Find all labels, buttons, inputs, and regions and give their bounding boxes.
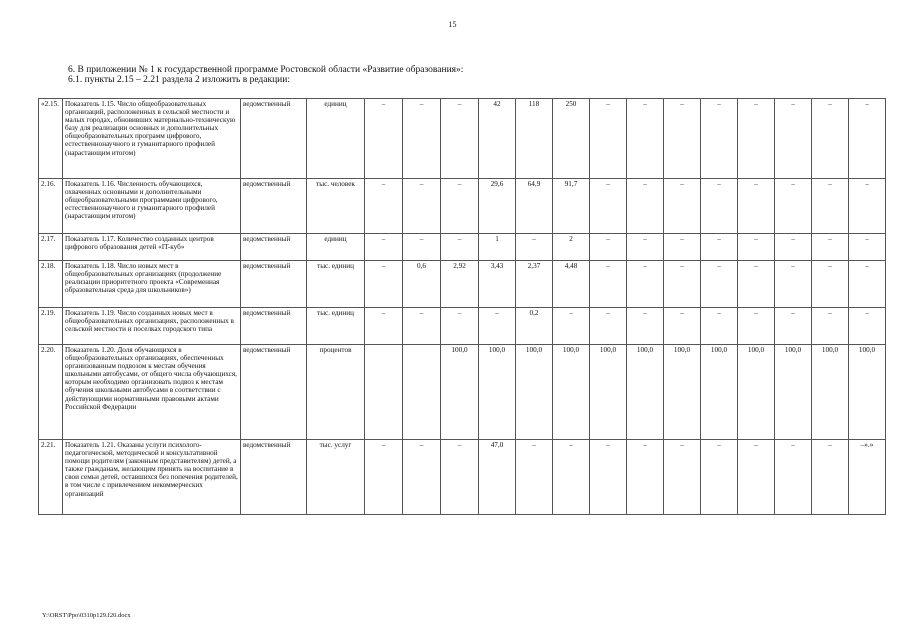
value-cell: 0,6 [403,261,441,308]
value-cell: – [775,99,812,179]
value-cell: – [627,179,664,234]
value-cell: 1 [479,234,516,261]
value-cell: – [590,440,627,515]
value-cell: 4,48 [553,261,590,308]
value-cell: – [664,179,701,234]
value-cell: – [365,308,403,345]
value-cell: – [664,261,701,308]
value-cell: 100,0 [701,345,738,440]
indicator-type: ведомственный [241,440,307,515]
value-cell: – [627,234,664,261]
indicator-name: Показатель 1.19. Число созданных новых мест в общеобразовательных организациях, расположенных в сельской местности и поселках городского типа [63,308,241,345]
value-cell: – [812,261,849,308]
value-cell: – [590,99,627,179]
value-cell: – [441,234,479,261]
value-cell: 47,0 [479,440,516,515]
indicator-name: Показатель 1.21. Оказаны услуги психолого-педагогической, методической и консультативной помощи родителям (законным представителям) детей, а также гражданам, желающим принять на воспитание в свои семьи детей, оставшихся без попечения родителей, в том числе с привлечением некоммерческих организаций [63,440,241,515]
value-cell: 42 [479,99,516,179]
value-cell: – [738,234,775,261]
indicator-name: Показатель 1.15. Число общеобразовательных организаций, расположенных в сельской местности и малых городах, обновивших материально-техническую базу для реализации основных и дополнительных общеобразовательных программ цифрового, естественнонаучного и гуманитарного профилей (нарастающим итогом) [63,99,241,179]
value-cell: – [403,440,441,515]
value-cell: – [775,179,812,234]
value-cell: – [403,234,441,261]
value-cell: – [701,308,738,345]
value-cell: 64,9 [516,179,553,234]
value-cell: – [849,179,886,234]
value-cell: – [441,179,479,234]
value-cell [403,345,441,440]
value-cell: – [664,234,701,261]
table-row [39,345,886,440]
value-cell: – [775,308,812,345]
value-cell: – [738,261,775,308]
unit-of-measure: процентов [307,345,365,440]
value-cell: 100,0 [738,345,775,440]
value-cell: – [479,308,516,345]
indicator-name: Показатель 1.17. Количество созданных центров цифрового образования детей «IT-куб» [63,234,241,261]
value-cell: – [849,261,886,308]
value-cell: – [812,308,849,345]
value-cell: 100,0 [479,345,516,440]
value-cell: 100,0 [849,345,886,440]
value-cell: – [365,261,403,308]
value-cell: – [553,308,590,345]
value-cell: – [701,261,738,308]
value-cell: 100,0 [553,345,590,440]
indicator-name: Показатель 1.16. Численность обучающихся, охваченных основными и дополнительными общеобразовательными программами цифрового, естественнонаучного и гуманитарного профилей (нарастающим итогом) [63,179,241,234]
value-cell: – [849,99,886,179]
value-cell: – [701,234,738,261]
value-cell: – [664,308,701,345]
value-cell: 91,7 [553,179,590,234]
value-cell: –».» [849,440,886,515]
value-cell: – [738,99,775,179]
table-row [39,308,886,345]
value-cell: – [812,234,849,261]
value-cell: – [365,179,403,234]
table-row [39,261,886,308]
table-row [39,234,886,261]
unit-of-measure: единиц [307,99,365,179]
unit-of-measure: тыс. человек [307,179,365,234]
value-cell: – [441,440,479,515]
value-cell: – [403,179,441,234]
value-cell: 100,0 [441,345,479,440]
indicator-type: ведомственный [241,261,307,308]
table-row [39,440,886,515]
value-cell: – [849,308,886,345]
value-cell: 2,92 [441,261,479,308]
table-row [39,99,886,179]
value-cell: – [627,261,664,308]
row-number: 2.20. [39,345,63,440]
value-cell: 100,0 [775,345,812,440]
row-number: 2.18. [39,261,63,308]
value-cell: 250 [553,99,590,179]
value-cell: – [590,308,627,345]
value-cell: – [365,440,403,515]
value-cell: – [812,99,849,179]
value-cell: – [701,179,738,234]
value-cell: – [775,234,812,261]
unit-of-measure: тыс. единиц [307,308,365,345]
value-cell: – [627,308,664,345]
indicator-name: Показатель 1.18. Число новых мест в общеобразовательных организациях (продолжение реализации приоритетного проекта «Современная образовательная среда для школьников») [63,261,241,308]
value-cell: 3,43 [479,261,516,308]
value-cell: – [441,99,479,179]
value-cell: – [738,308,775,345]
row-number: 2.19. [39,308,63,345]
value-cell: 0,2 [516,308,553,345]
value-cell: – [701,99,738,179]
value-cell: – [516,234,553,261]
value-cell: – [775,261,812,308]
value-cell: – [812,179,849,234]
value-cell: 2,37 [516,261,553,308]
value-cell: – [590,179,627,234]
value-cell: – [664,440,701,515]
value-cell: – [812,440,849,515]
file-path-footer: Y:\ORST\Ppo\0310p129.f20.docx [42,612,131,619]
value-cell: – [738,179,775,234]
page-number: 15 [448,20,457,29]
table-body [39,99,886,515]
intro-line-2: 6.1. пункты 2.15 – 2.21 раздела 2 изложить в редакции: [68,75,290,85]
value-cell: – [365,234,403,261]
indicators-table [38,98,886,515]
indicator-type: ведомственный [241,179,307,234]
value-cell [365,345,403,440]
value-cell: – [627,99,664,179]
value-cell: – [738,440,775,515]
value-cell: 100,0 [590,345,627,440]
value-cell: 2 [553,234,590,261]
row-number: «2.15. [39,99,63,179]
value-cell: – [664,99,701,179]
value-cell: – [590,234,627,261]
value-cell: – [365,99,403,179]
value-cell: – [775,440,812,515]
value-cell: – [553,440,590,515]
value-cell: 118 [516,99,553,179]
row-number: 2.16. [39,179,63,234]
value-cell: – [627,440,664,515]
unit-of-measure: тыс. услуг [307,440,365,515]
indicator-type: ведомственный [241,234,307,261]
row-number: 2.17. [39,234,63,261]
value-cell: – [701,440,738,515]
value-cell: – [849,234,886,261]
indicator-type: ведомственный [241,99,307,179]
value-cell: 29,6 [479,179,516,234]
unit-of-measure: тыс. единиц [307,261,365,308]
value-cell: 100,0 [627,345,664,440]
value-cell: – [403,308,441,345]
intro-text [68,65,463,85]
table-row [39,179,886,234]
unit-of-measure: единиц [307,234,365,261]
value-cell: – [403,99,441,179]
indicator-type: ведомственный [241,308,307,345]
value-cell: – [590,261,627,308]
value-cell: 100,0 [812,345,849,440]
indicator-type: ведомственный [241,345,307,440]
value-cell: – [516,440,553,515]
row-number: 2.21. [39,440,63,515]
intro-line-1: 6. В приложении № 1 к государственной программе Ростовской области «Развитие образования»: [68,65,464,75]
indicator-name: Показатель 1.20. Доля обучающихся в общеобразовательных организациях, обеспеченных организованным подвозом к местам обучения школьными автобусами, от общего числа обучающихся, которым необходимо организовать подвоз к местам обучения школьными автобусами в соответствии с действующими нормативными правовыми актами Российской Федерации [63,345,241,440]
value-cell: 100,0 [516,345,553,440]
value-cell: – [441,308,479,345]
value-cell: 100,0 [664,345,701,440]
